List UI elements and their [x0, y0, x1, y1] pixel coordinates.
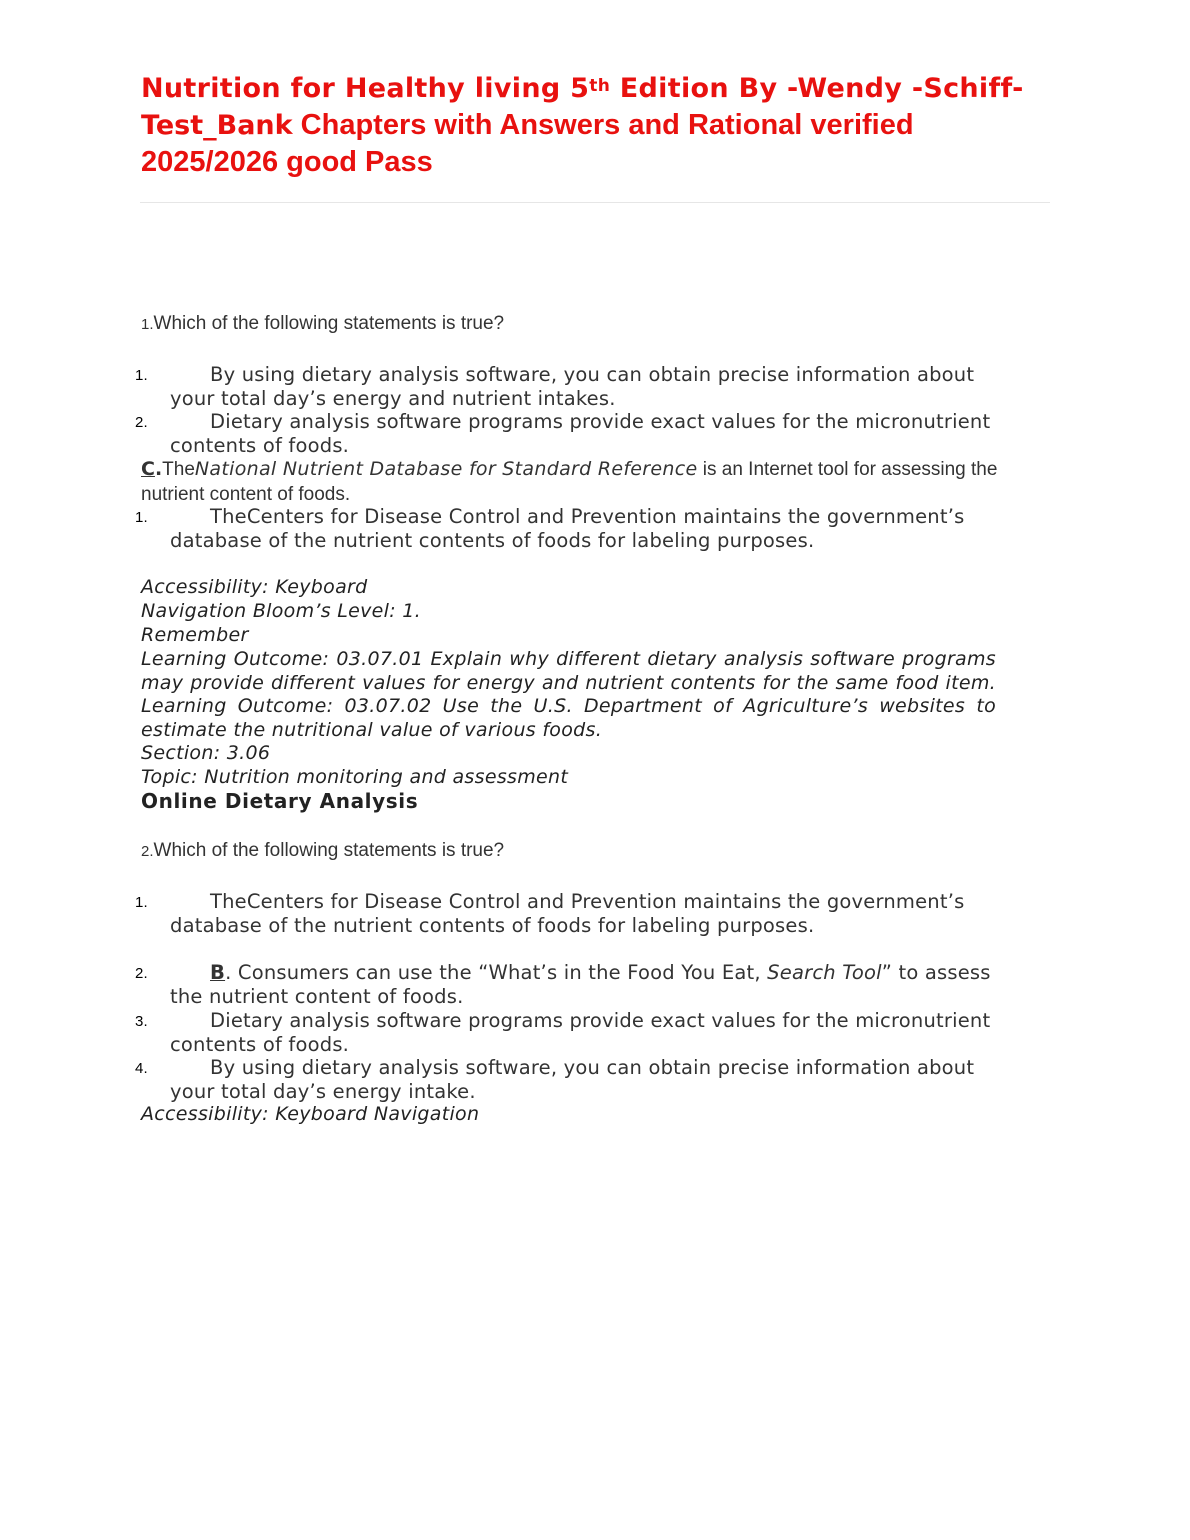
q2-option-1: 1. TheCenters for Disease Control and Prevention maintains the government’s database of the nutrient contents of foods for labeling purposes. [135, 890, 965, 937]
q1-topic-heading: Online Dietary Analysis [141, 789, 419, 813]
q2-option-2: 2. B. Consumers can use the “What’s in the Food You Eat, Search Tool” to assess the nutrient content of foods. [135, 961, 991, 1008]
q1-topic: Topic: Nutrition monitoring and assessment [141, 766, 569, 788]
q1-accessibility: Accessibility: Keyboard [141, 576, 368, 598]
q1-remember: Remember [141, 624, 249, 646]
q1-option-1: 1. By using dietary analysis software, you can obtain precise information about your total day’s energy and nutrient intakes. [135, 363, 975, 410]
q1-learning-outcomes: Learning Outcome: 03.07.01 Explain why different dietary analysis software programs may provide different values for energy and nutrient contents for the same food item. Learning Outcome: 03.07.02 Use the U.S. Department of Agriculture’s websites to estimate the nutritional value of various foods. [141, 648, 996, 741]
q2-accessibility: Accessibility: Keyboard Navigation [141, 1103, 480, 1125]
q1-option-2: 2. Dietary analysis software programs provide exact values for the micronutrient contents of foods. [135, 410, 991, 457]
q1-section: Section: 3.06 [141, 742, 271, 764]
q1-option-d: 1. TheCenters for Disease Control and Prevention maintains the government’s database of the nutrient contents of foods for labeling purposes. [135, 505, 965, 552]
title-divider [140, 202, 1050, 203]
document-title: Nutrition for Healthy living 5th Edition By -Wendy -Schiff- Test_Bank Chapters with Answers and Rational verified 2025/2026 good Pass [141, 73, 1024, 178]
question-1-prompt: 1.Which of the following statements is true? [141, 313, 505, 334]
q2-option-3: 3. Dietary analysis software programs provide exact values for the micronutrient contents of foods. [135, 1009, 991, 1056]
q2-option-4: 4. By using dietary analysis software, you can obtain precise information about your total day’s energy intake. [135, 1056, 975, 1103]
q1-bloom-level: Navigation Bloom’s Level: 1. [141, 600, 422, 622]
q1-correct-answer: C.TheNational Nutrient Database for Standard Reference is an Internet tool for assessing the nutrient content of foods. [141, 458, 998, 505]
question-2-prompt: 2.Which of the following statements is true? [141, 840, 505, 861]
